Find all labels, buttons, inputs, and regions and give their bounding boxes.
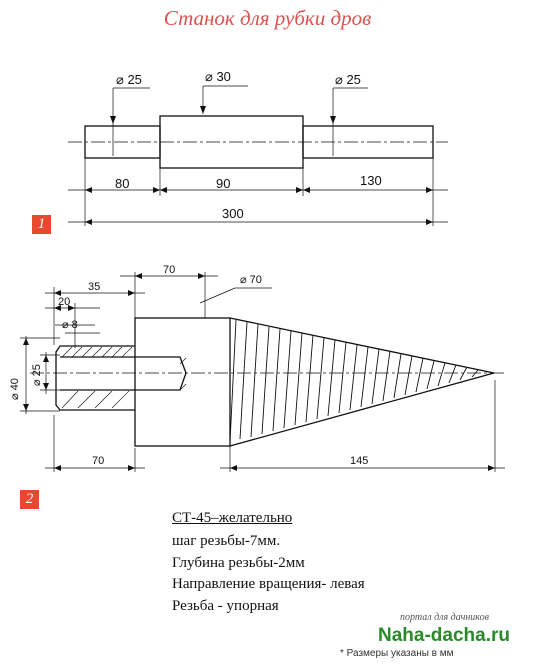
shank-bore [60, 357, 186, 390]
dimensions-footnote: * Размеры указаны в мм [340, 648, 454, 659]
figure-1-badge: 1 [32, 215, 51, 234]
dim-d25-right: ⌀ 25 [335, 72, 361, 87]
note-thread-type: Резьба - упорная [172, 598, 279, 614]
thread-lines [230, 320, 478, 442]
figure-2-badge: 2 [20, 490, 39, 509]
dim-top-70: 70 [163, 264, 176, 276]
note-thread-pitch: шаг резьбы-7мм. [172, 533, 281, 549]
dim-20: 20 [58, 296, 71, 308]
watermark-tagline: портал для дачников [400, 612, 489, 623]
note-material: СТ-45–желательно [172, 510, 293, 526]
note-rotation: Направление вращения- левая [172, 576, 365, 592]
dim-145: 145 [350, 455, 369, 467]
dim-d8: ⌀ 8 [62, 319, 78, 331]
dim-d40: ⌀ 40 [9, 378, 21, 400]
dim-35: 35 [88, 281, 101, 293]
dim-d25-left: ⌀ 25 [116, 72, 142, 87]
shank-hatching [62, 347, 186, 408]
dim-d25: ⌀ 25 [31, 364, 43, 386]
watermark-site: Naha-dacha.ru [378, 625, 510, 646]
dim-bottom-70: 70 [92, 455, 105, 467]
dim-d70: ⌀ 70 [240, 274, 262, 286]
dim-300: 300 [222, 206, 244, 221]
dim-130: 130 [360, 173, 382, 188]
page-title: Станок для рубки дров [163, 6, 372, 30]
dim-d30: ⌀ 30 [205, 69, 231, 84]
note-thread-depth: Глубина резьбы-2мм [172, 555, 305, 571]
dim-90: 90 [216, 176, 231, 191]
dim-80: 80 [115, 176, 130, 191]
screw-cone [230, 318, 494, 446]
